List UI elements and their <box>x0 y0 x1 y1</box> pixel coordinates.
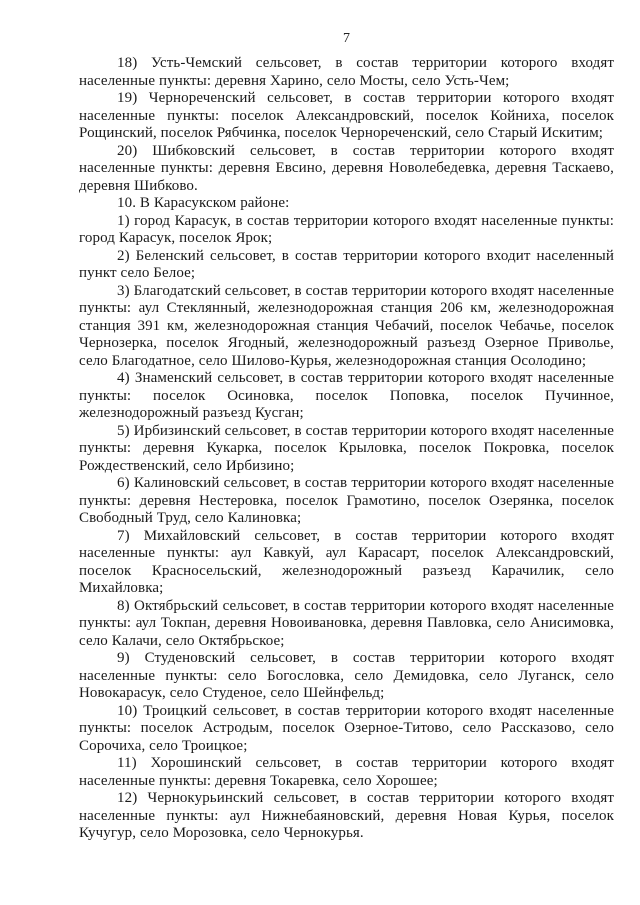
paragraph-irbizinsky: 5) Ирбизинский сельсовет, в состав территории которого входят населенные пункты: деревня Кукарка, поселок Крыловка, поселок Покровка, поселок Рождественский, село Ирбизино; <box>79 422 614 474</box>
paragraph-ust-chemsky: 18) Усть-Чемский сельсовет, в состав территории которого входят населенные пункты: деревня Харино, село Мосты, село Усть-Чем; <box>79 55 614 89</box>
paragraph-khoroshinsky: 11) Хорошинский сельсовет, в состав территории которого входят населенные пункты: деревня Токаревка, село Хорошее; <box>79 755 614 789</box>
paragraph-oktyabrsky: 8) Октябрьский сельсовет, в состав территории которого входят населенные пункты: аул Токпан, деревня Новоивановка, деревня Павловка, село Анисимовка, село Калачи, село Октябрьское; <box>79 597 614 649</box>
paragraph-shibkovsky: 20) Шибковский сельсовет, в состав территории которого входят населенные пункты: деревня Евсино, деревня Новолебедевка, деревня Таскаево, деревня Шибково. <box>79 142 614 194</box>
page-number: 7 <box>343 31 350 46</box>
paragraph-gorod-karasuk: 1) город Карасук, в состав территории которого входят населенные пункты: город Карасук, поселок Ярок; <box>79 212 614 246</box>
paragraph-belensky: 2) Беленский сельсовет, в состав территории которого входит населенный пункт село Белое; <box>79 247 614 281</box>
paragraph-znamensky: 4) Знаменский сельсовет, в состав территории которого входят населенные пункты: поселок Осиновка, поселок Поповка, поселок Пучинное, железнодорожный разъезд Кусган; <box>79 370 614 421</box>
document-body <box>79 55 614 843</box>
paragraph-troitsky: 10) Троицкий сельсовет, в состав территории которого входят населенные пункты: поселок Астродым, поселок Озерное-Титово, село Рассказово, село Сорочиха, село Троицкое; <box>79 702 614 754</box>
paragraph-kalinovsky: 6) Калиновский сельсовет, в состав территории которого входят населенные пункты: деревня Нестеровка, поселок Грамотино, поселок Озерянка, поселок Свободный Труд, село Калиновка; <box>79 475 614 526</box>
paragraph-studenovsky: 9) Студеновский сельсовет, в состав территории которого входят населенные пункты: село Богословка, село Демидовка, село Луганск, село Новокарасук, село Студеное, село Шейнфельд; <box>79 650 614 701</box>
paragraph-chernorechensky: 19) Чернореченский сельсовет, в состав территории которого входят населенные пункты: поселок Александровский, поселок Койниха, поселок Рощинский, поселок Рябчинка, поселок Чернореченский, село Старый Искитим; <box>79 90 614 141</box>
section-heading-karasuksky-raion: 10. В Карасукском районе: <box>117 195 290 211</box>
paragraph-mikhailovsky: 7) Михайловский сельсовет, в состав территории которого входят населенные пункты: аул Кавкуй, аул Карасарт, поселок Александровский, поселок Красносельский, железнодорожный разъезд Карачилик, село Михайловка; <box>79 527 614 596</box>
paragraph-chernokurinsky: 12) Чернокурьинский сельсовет, в состав территории которого входят населенные пункты: аул Нижнебаяновский, деревня Новая Курья, поселок Кучугур, село Морозовка, село Чернокурья. <box>79 790 614 841</box>
paragraph-blagodatsky: 3) Благодатский сельсовет, в состав территории которого входят населенные пункты: аул Стеклянный, железнодорожная станция 206 км, железнодорожная станция 391 км, железнодорожная станция Чебачий, поселок Чебачье, поселок Чернозерка, поселок Ягодный, железнодорожный разъезд Озерное Приволье, село Благодатное, село Шилово-Курья, железнодорожная станция Осолодино; <box>79 282 614 369</box>
